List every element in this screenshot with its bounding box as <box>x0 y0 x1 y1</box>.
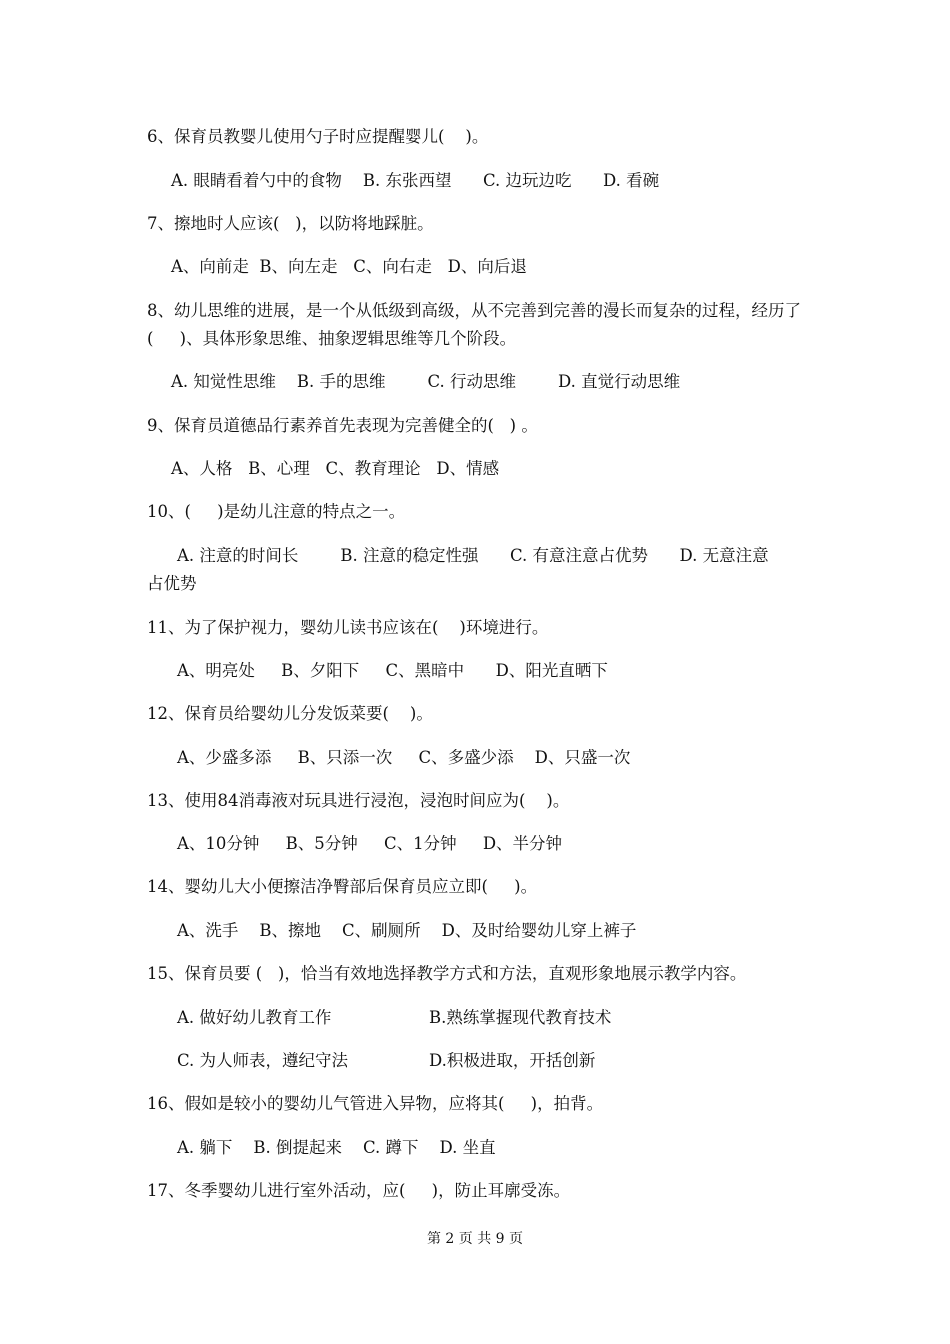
question-options: A. 注意的时间长 B. 注意的稳定性强 C. 有意注意占优势 D. 无意注意 <box>177 546 769 565</box>
question-options: A、明亮处 B、夕阳下 C、黑暗中 D、阳光直晒下 <box>177 661 608 680</box>
option-a: A. 做好幼儿教育工作 <box>177 1008 332 1027</box>
option-d: D.积极进取，开括创新 <box>429 1051 596 1070</box>
question-stem: 10、( )是幼儿注意的特点之一。 <box>147 502 406 521</box>
question-stem: 9、保育员道德品行素养首先表现为完善健全的( ) 。 <box>147 416 538 435</box>
question-stem: 12、保育员给婴幼儿分发饭菜要( )。 <box>147 704 433 723</box>
question-stem: 16、假如是较小的婴幼儿气管进入异物，应将其( )，拍背。 <box>147 1094 604 1113</box>
question-options: A、少盛多添 B、只添一次 C、多盛少添 D、只盛一次 <box>177 748 631 767</box>
question-options: A、洗手 B、擦地 C、刷厕所 D、及时给婴幼儿穿上裤子 <box>177 921 637 940</box>
option-b: B.熟练掌握现代教育技术 <box>429 1008 612 1027</box>
question-stem: 7、擦地时人应该( )，以防将地踩脏。 <box>147 214 434 233</box>
question-stem: 11、为了保护视力，婴幼儿读书应该在( )环境进行。 <box>147 618 549 637</box>
question-stem: 13、使用84消毒液对玩具进行浸泡，浸泡时间应为( )。 <box>147 791 570 810</box>
question-stem: 6、保育员教婴儿使用勺子时应提醒婴儿( )。 <box>147 127 489 146</box>
question-options: A. 眼睛看着勺中的食物 B. 东张西望 C. 边玩边吃 D. 看碗 <box>171 171 660 190</box>
question-options: A. 知觉性思维 B. 手的思维 C. 行动思维 D. 直觉行动思维 <box>171 372 681 391</box>
question-stem: 8、幼儿思维的进展，是一个从低级到高级，从不完善到完善的漫长而复杂的过程，经历了 <box>147 301 801 320</box>
question-options: A、10分钟 B、5分钟 C、1分钟 D、半分钟 <box>177 834 563 853</box>
option-c: C. 为人师表，遵纪守法 <box>177 1051 349 1070</box>
question-stem: 17、冬季婴幼儿进行室外活动，应( )，防止耳廓受冻。 <box>147 1181 571 1200</box>
question-options: A. 躺下 B. 倒提起来 C. 蹲下 D. 坐直 <box>177 1138 496 1157</box>
page-number-footer: 第 2 页 共 9 页 <box>426 1231 524 1247</box>
question-options: A、向前走 B、向左走 C、向右走 D、向后退 <box>171 257 527 276</box>
question-stem: 15、保育员要 ( )，恰当有效地选择教学方式和方法，直观形象地展示教学内容。 <box>147 964 747 983</box>
question-stem: 14、婴幼儿大小便擦洁净臀部后保育员应立即( )。 <box>147 877 538 896</box>
question-stem-continued: ( )、具体形象思维、抽象逻辑思维等几个阶段。 <box>147 329 517 348</box>
question-options-continued: 占优势 <box>147 574 197 593</box>
question-options: A、人格 B、心理 C、教育理论 D、情感 <box>171 459 500 478</box>
